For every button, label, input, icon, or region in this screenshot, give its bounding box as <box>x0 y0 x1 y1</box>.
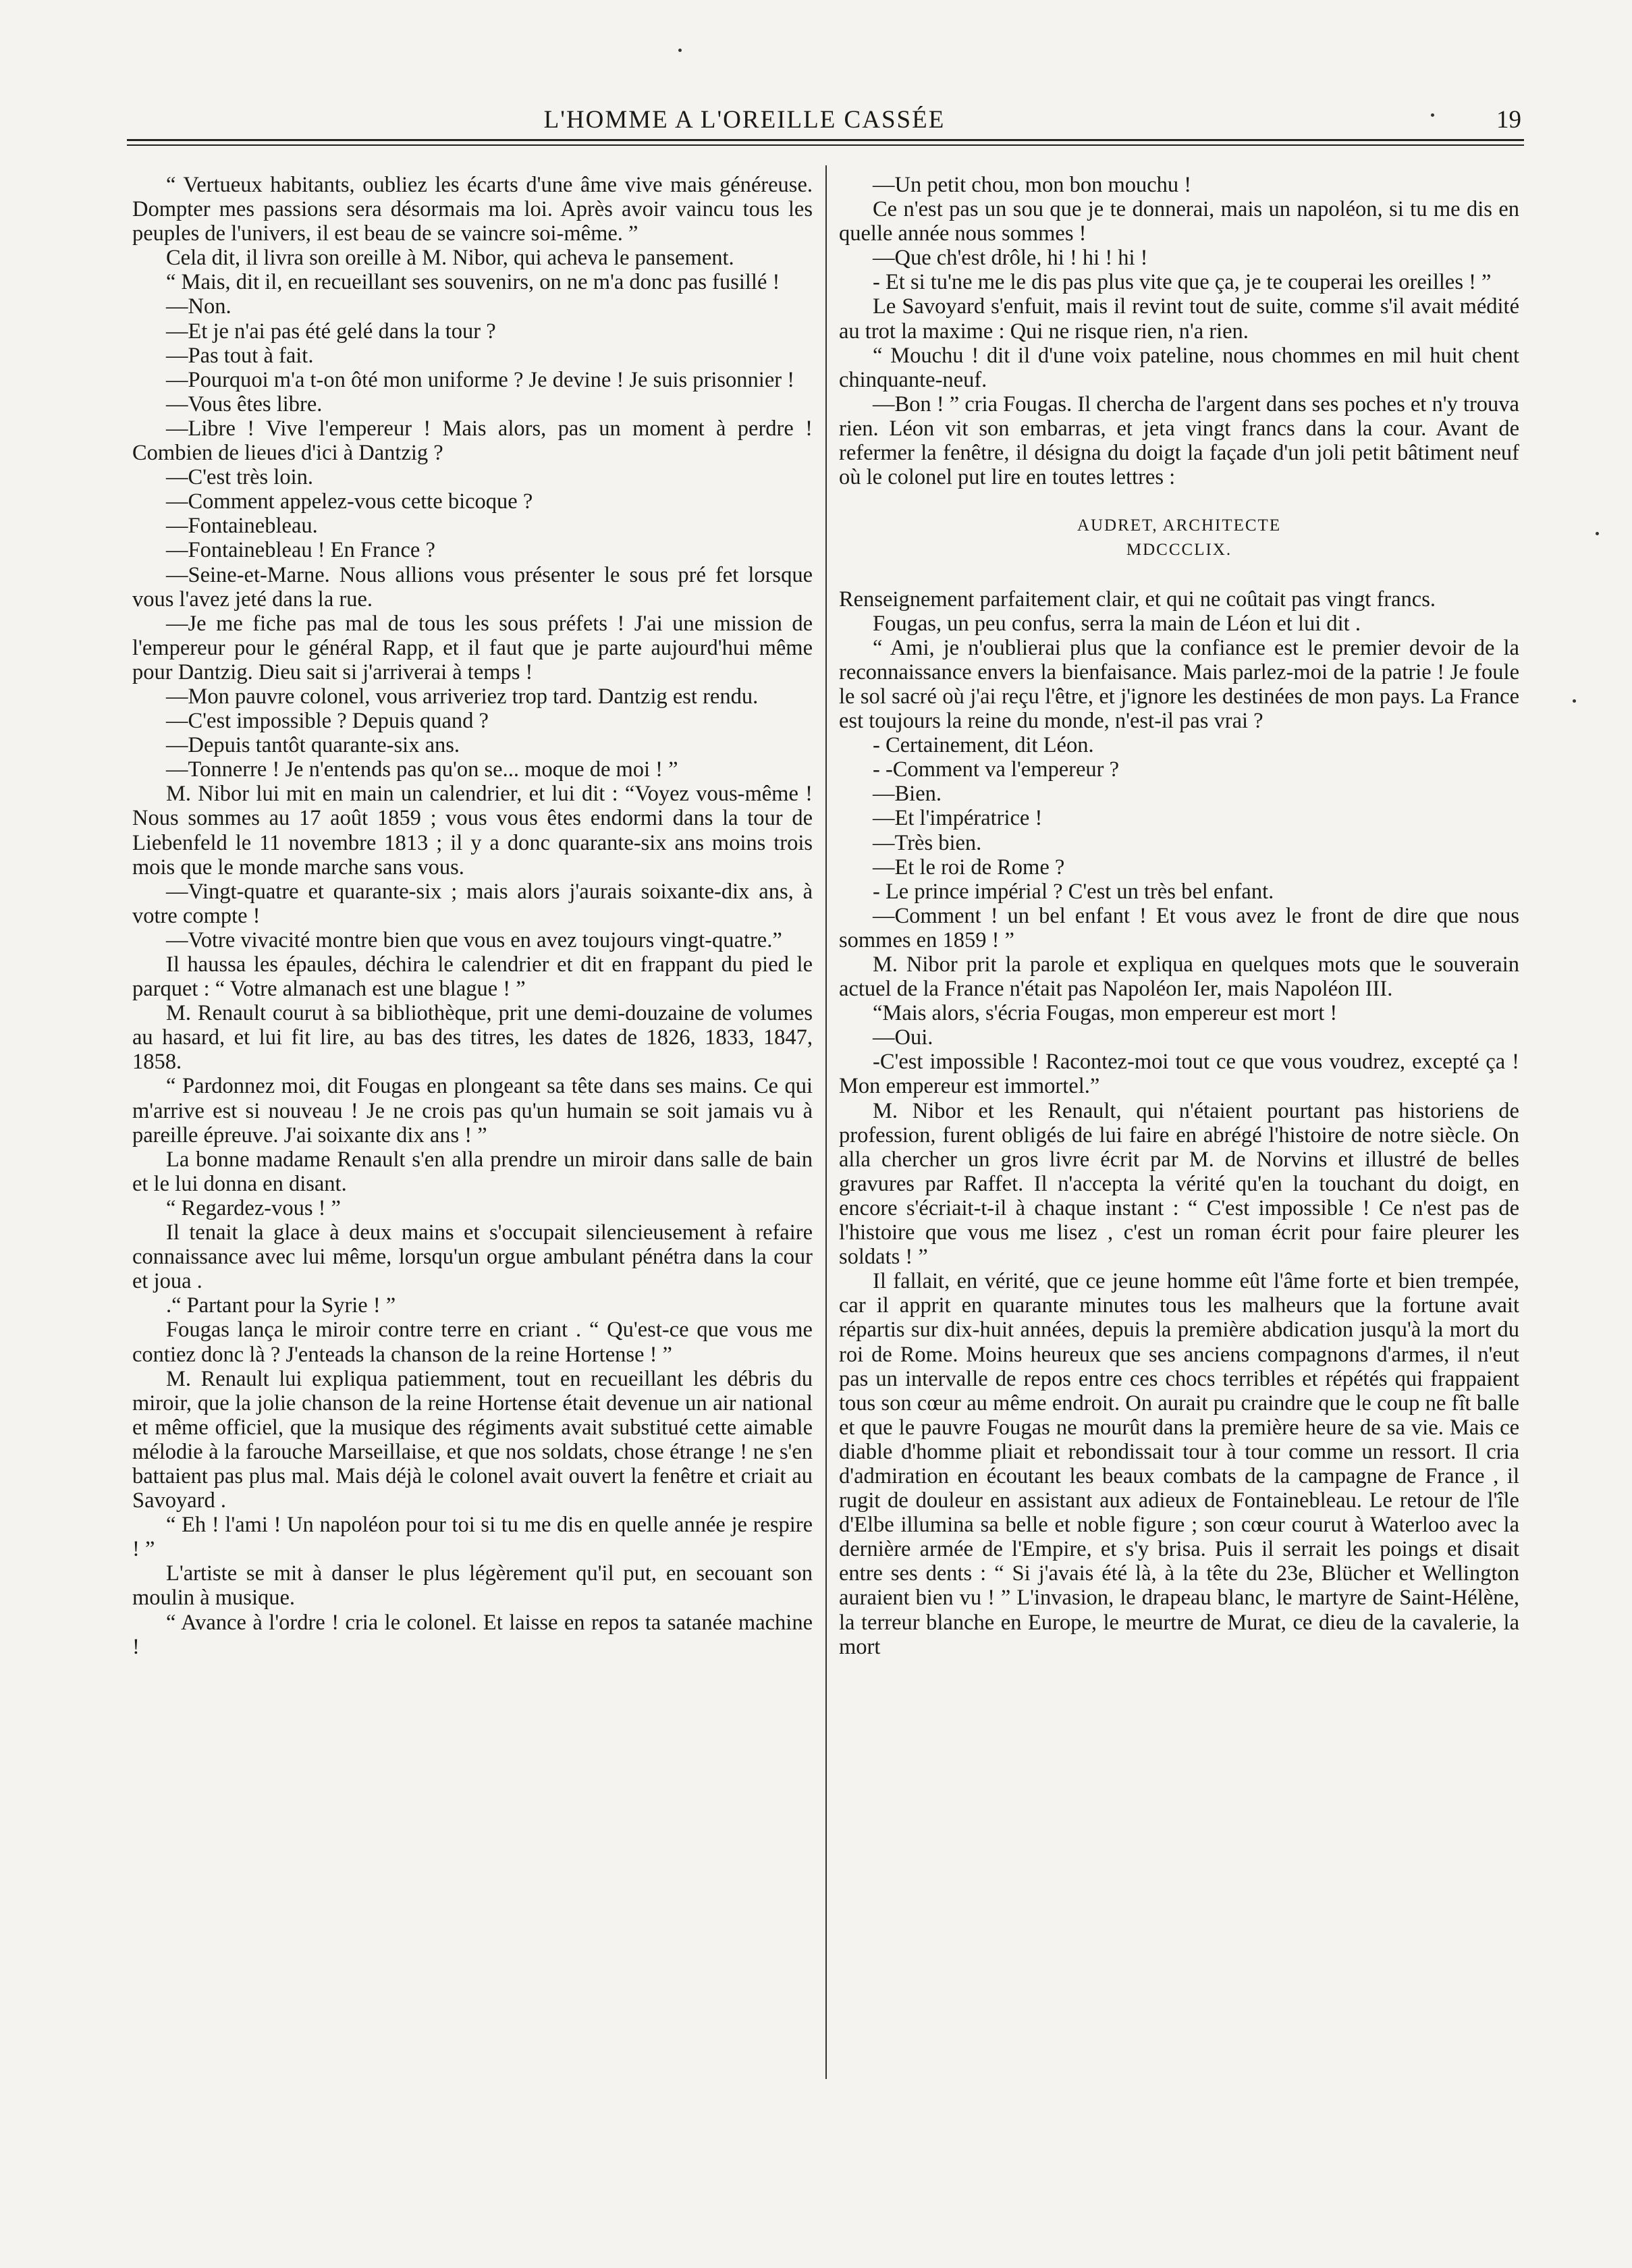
paragraph: “ Avance à l'ordre ! cria le colonel. Et laisse en repos ta satanée machine ! <box>132 1610 813 1659</box>
paragraph: —C'est impossible ? Depuis quand ? <box>166 709 489 734</box>
paragraph: Le Savoyard s'enfuit, mais il revint tout de suite, comme s'il avait médité au trot la maxime : Qui ne risque rien, n'a rien. <box>839 294 1519 344</box>
print-speck <box>1596 532 1599 535</box>
paragraph: —Bon ! ” cria Fougas. Il chercha de l'argent dans ses poches et n'y trouva rien. Léon vit son embarras, et jeta vingt francs dans la cour. Avant de refermer la fenêtre, il désigna du doigt la façade d'un joli petit bâtiment neuf où le colonel put lire en toutes lettres : <box>839 392 1519 490</box>
page-header <box>127 101 1524 142</box>
header-rule <box>127 139 1524 141</box>
paragraph: —Votre vivacité montre bien que vous en avez toujours vingt-quatre.” <box>166 927 782 952</box>
paragraph: —Que ch'est drôle, hi ! hi ! hi ! <box>873 246 1148 271</box>
paragraph: M. Nibor et les Renault, qui n'étaient pourtant pas historiens de profession, furent obligés de lui faire en abrégé l'histoire de notre siècle. On alla chercher un gros livre écrit par M. de Norvins et illustré de belles gravures par Raffet. Il n'accepta la vérité qu'en la touchant du doigt, en encore s'écriait-t-il à chaque instant : “ C'est impossible ! Ce n'est pas de l'histoire que vous me lisez , c'est un roman écrit pour faire pleurer les soldats ! ” <box>839 1098 1519 1270</box>
paragraph: —Vingt-quatre et quarante-six ; mais alors j'aurais soixante-dix ans, à votre compte ! <box>132 879 813 928</box>
paragraph: —Et le roi de Rome ? <box>873 855 1065 880</box>
paragraph: —Fontainebleau ! En France ? <box>166 538 435 563</box>
paragraph: —Et l'impératrice ! <box>873 806 1043 831</box>
paragraph: La bonne madame Renault s'en alla prendre un miroir dans salle de bain et le lui donna en disant. <box>132 1147 813 1196</box>
column-divider <box>825 165 827 2079</box>
paragraph: —Comment appelez-vous cette bicoque ? <box>166 489 533 514</box>
paragraph: MDCCCLIX. <box>1126 541 1232 560</box>
paragraph: “ Mouchu ! dit il d'une voix pateline, nous chommes en mil huit chent chinquante-neuf. <box>839 343 1519 392</box>
paragraph: —Très bien. <box>873 830 982 855</box>
print-speck <box>1431 113 1434 117</box>
paragraph: —C'est très loin. <box>166 465 313 490</box>
paragraph: —Et je n'ai pas été gelé dans la tour ? <box>166 319 496 344</box>
paragraph: —Un petit chou, mon bon mouchu ! <box>873 173 1192 197</box>
paragraph: —Vous êtes libre. <box>166 392 323 416</box>
paragraph: - -Comment va l'empereur ? <box>873 757 1120 782</box>
paragraph: M. Renault courut à sa bibliothèque, prit une demi-douzaine de volumes au hasard, et lui fit lire, au bas des titres, les dates de 1826, 1833, 1847, 1858. <box>132 1001 813 1075</box>
paragraph: —Pourquoi m'a t-on ôté mon uniforme ? Je devine ! Je suis prisonnier ! <box>166 367 795 392</box>
paragraph: Renseignement parfaitement clair, et qui ne coûtait pas vingt francs. <box>839 587 1436 612</box>
paragraph: “ Pardonnez moi, dit Fougas en plongeant sa tête dans ses mains. Ce qui m'arrive est si nouveau ! Je ne crois pas qu'un humain se soit jamais vu à pareille épreuve. J'ai soixante dix ans ! ” <box>132 1074 813 1148</box>
paragraph: “ Eh ! l'ami ! Un napoléon pour toi si tu me dis en quelle année je respire ! ” <box>132 1513 813 1562</box>
paragraph: “ Regardez-vous ! ” <box>166 1195 341 1220</box>
paragraph: M. Renault lui expliqua patiemment, tout en recueillant les débris du miroir, que la jolie chanson de la reine Hortense était devenue un air national et même officiel, que la musique des régiments avait substitué cette aimable mélodie à la farouche Marseillaise, et que nos soldats, chose étrange ! ne s'en battaient pas plus mal. Mais déjà le colonel avait ouvert la fenêtre et criait au Savoyard . <box>132 1366 813 1513</box>
paragraph: M. Nibor prit la parole et expliqua en quelques mots que le souverain actuel de la France n'était pas Napoléon Ier, mais Napoléon III. <box>839 952 1519 1002</box>
paragraph: —Non. <box>166 294 232 319</box>
running-title: L'HOMME A L'OREILLE CASSÉE <box>543 106 946 134</box>
paragraph: - Le prince impérial ? C'est un très bel enfant. <box>873 879 1274 904</box>
paragraph: —Libre ! Vive l'empereur ! Mais alors, pas un moment à perdre ! Combien de lieues d'ici à Dantzig ? <box>132 416 813 466</box>
paragraph: “ Mais, dit il, en recueillant ses souvenirs, on ne m'a donc pas fusillé ! <box>166 270 780 295</box>
paragraph: —Oui. <box>873 1025 933 1050</box>
paragraph: Il tenait la glace à deux mains et s'occupait silencieusement à refaire connaissance avec lui même, lorsqu'un orgue ambulant pénétra dans la cour et joua . <box>132 1220 813 1294</box>
paragraph <box>839 563 1519 587</box>
page-number: 19 <box>1496 106 1521 134</box>
paragraph: Fougas, un peu confus, serra la main de Léon et lui dit . <box>873 611 1361 636</box>
paragraph: Ce n'est pas un sou que je te donnerai, mais un napoléon, si tu me dis en quelle année nous sommes ! <box>839 197 1519 246</box>
right-column <box>839 173 1519 1659</box>
paragraph <box>839 489 1519 514</box>
paragraph: Fougas lança le miroir contre terre en criant . “ Qu'est-ce que vous me contiez donc là ? J'enteads la chanson de la reine Hortense ! ” <box>132 1318 813 1367</box>
paragraph: —Pas tout à fait. <box>166 343 314 368</box>
paragraph: —Fontainebleau. <box>166 514 318 539</box>
print-speck <box>678 49 682 52</box>
header-rule-thin <box>127 144 1524 146</box>
paragraph: “Mais alors, s'écria Fougas, mon empereur est mort ! <box>873 1001 1338 1026</box>
paragraph: Il fallait, en vérité, que ce jeune homme eût l'âme forte et bien trempée, car il apprit en quarante minutes tous les malheurs que la fortune avait répartis sur dix-huit années, depuis la première abdication jusqu'à la mort du roi de Rome. Moins heureux que ses anciens compagnons d'armes, il n'eut pas un intervalle de repos entre ces chocs terribles et répétés qui frappaient tous son cœur au même endroit. On aurait pu craindre que le coup ne fît balle et que le pauvre Fougas ne mourût dans la première heure de sa vie. Mais ce diable d'homme pliait et rebondissait tour à tour comme un ressort. Il cria d'admiration en écoutant les beaux combats de la campagne de France , il rugit de douleur en assistant aux adieux de Fontainebleau. Le retour de l'île d'Elbe illumina sa belle et noble figure ; son cœur courut à Waterloo avec la dernière armée de l'Empire, et s'y brisa. Puis il serrait les poings et disait entre ses dents : “ Si j'avais été là, à la tête du 23e, Blücher et Wellington auraient bien vu ! ” L'invasion, le drapeau blanc, le martyre de Saint-Hélène, la terreur blanche en Europe, le meurtre de Murat, ce dieu de la cavalerie, la mort <box>839 1269 1519 1659</box>
paragraph: .“ Partant pour la Syrie ! ” <box>166 1293 396 1318</box>
paragraph: —Mon pauvre colonel, vous arriveriez trop tard. Dantzig est rendu. <box>166 684 759 709</box>
paragraph: —Comment ! un bel enfant ! Et vous avez le front de dire que nous sommes en 1859 ! ” <box>839 903 1519 952</box>
print-speck <box>1573 699 1576 703</box>
paragraph: AUDRET, ARCHITECTE <box>1077 516 1282 535</box>
paragraph: Il haussa les épaules, déchira le calendrier et dit en frappant du pied le parquet : “ Votre almanach est une blague ! ” <box>132 952 813 1002</box>
left-column <box>132 173 813 1659</box>
paragraph: - Certainement, dit Léon. <box>873 733 1094 758</box>
paragraph: —Seine-et-Marne. Nous allions vous présenter le sous pré fet lorsque vous l'avez jeté dans la rue. <box>132 562 813 612</box>
paragraph: Cela dit, il livra son oreille à M. Nibor, qui acheva le pansement. <box>166 246 734 271</box>
paragraph: —Tonnerre ! Je n'entends pas qu'on se... moque de moi ! ” <box>166 757 678 782</box>
paragraph: M. Nibor lui mit en main un calendrier, et lui dit : “Voyez vous-même ! Nous sommes au 17 août 1859 ; vous vous êtes endormi dans la tour de Liebenfeld le 11 novembre 1813 ; il y a donc quarante-six ans moins trois mois que le monde marche sans vous. <box>132 782 813 880</box>
paragraph: -C'est impossible ! Racontez-moi tout ce que vous voudrez, excepté ça ! Mon empereur est immortel.” <box>839 1050 1519 1099</box>
paragraph: “ Vertueux habitants, oubliez les écarts d'une âme vive mais généreuse. Dompter mes passions sera désormais ma loi. Après avoir vaincu tous les peuples de l'univers, il est beau de se vaincre soi-même. ” <box>132 173 813 246</box>
paragraph: - Et si tu'ne me le dis pas plus vite que ça, je te couperai les oreilles ! ” <box>873 270 1492 295</box>
paragraph: “ Ami, je n'oublierai plus que la confiance est le premier devoir de la reconnaissance envers la bienfaisance. Mais parlez-moi de la patrie ! Je foule le sol sacré où j'ai reçu l'être, et j'ignore les destinées de mon pays. La France est toujours la reine du monde, n'est-il pas vrai ? <box>839 635 1519 734</box>
paragraph: —Bien. <box>873 782 942 807</box>
paragraph: —Depuis tantôt quarante-six ans. <box>166 733 460 758</box>
paragraph: L'artiste se mit à danser le plus légèrement qu'il put, en secouant son moulin à musique. <box>132 1561 813 1611</box>
paragraph: —Je me fiche pas mal de tous les sous préfets ! J'ai une mission de l'empereur pour le général Rapp, et il faut que je parte aujourd'hui même pour Dantzig. Dieu sait si j'arriverai à temps ! <box>132 611 813 684</box>
